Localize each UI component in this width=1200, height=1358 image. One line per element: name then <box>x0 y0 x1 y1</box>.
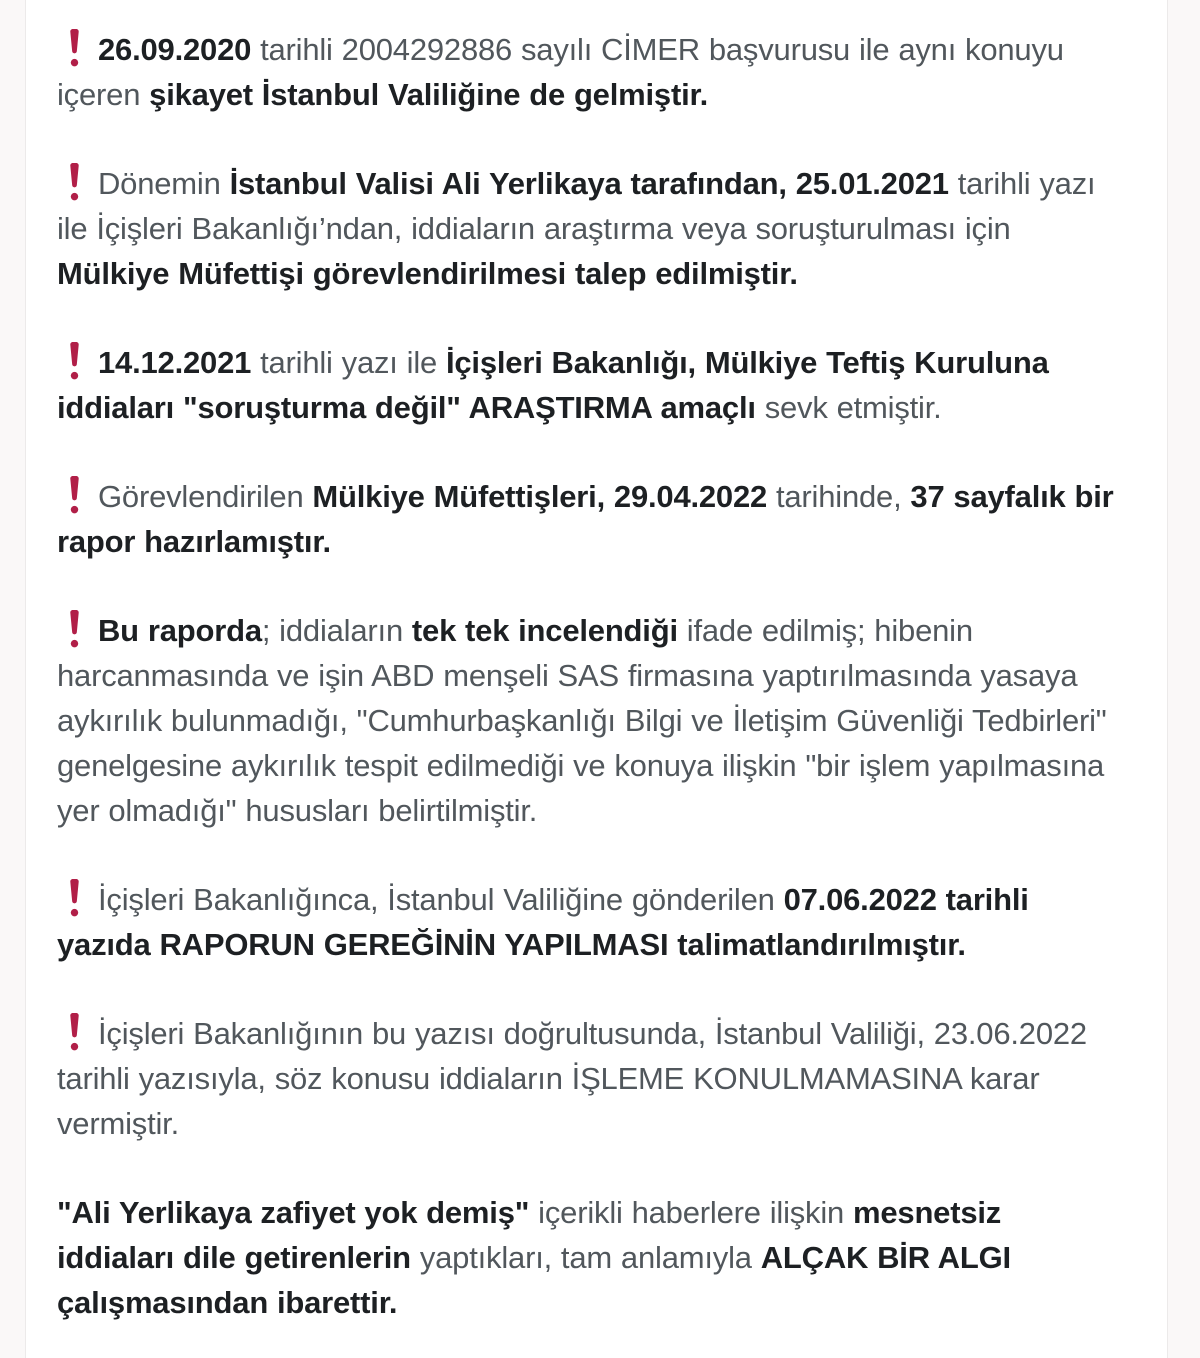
text-run: tarihli yazı ile İçişleri Bakanlığı’ndan, iddiaların araştırma veya soruşturulması için <box>57 166 1096 246</box>
text-run: Dönemin <box>98 166 230 201</box>
text-run: ; iddiaların <box>261 613 412 648</box>
post-card <box>25 0 1168 1358</box>
heavy-exclamation-mark-icon <box>65 1013 84 1051</box>
text-run: tarihinde, <box>767 479 911 514</box>
heavy-exclamation-mark-icon <box>65 29 84 67</box>
heavy-exclamation-mark-icon <box>65 163 84 201</box>
paragraph <box>57 161 1119 296</box>
heavy-exclamation-mark-icon <box>65 610 84 648</box>
paragraph <box>57 27 1119 117</box>
text-run-bold: 07.06.2022 tarihli yazıda RAPORUN GEREĞİNİN YAPILMASI talimatlandırılmıştır. <box>57 882 1029 962</box>
text-run-bold: 14.12.2021 <box>98 345 252 380</box>
paragraph <box>57 877 1119 967</box>
heavy-exclamation-mark-icon <box>65 879 84 917</box>
text-run-bold: tek tek incelendiği <box>411 613 678 648</box>
text-run: tarihli 2004292886 sayılı CİMER başvurusu ile aynı konuyu içeren <box>57 32 1064 112</box>
text-run: yaptıkları, tam anlamıyla <box>410 1240 761 1275</box>
paragraph <box>57 608 1119 833</box>
text-run-bold: ALÇAK BİR ALGI çalışmasından ibarettir. <box>57 1240 1011 1320</box>
text-run-bold: şikayet İstanbul Valiliğine de gelmiştir. <box>149 77 709 112</box>
text-run-bold: İstanbul Valisi Ali Yerlikaya tarafından, 25.01.2021 <box>229 166 949 201</box>
paragraph <box>57 474 1119 564</box>
text-run: İçişleri Bakanlığının bu yazısı doğrultusunda, İstanbul Valiliği, 23.06.2022 tarihli yazısıyla, söz konusu iddiaların İŞLEME KONULMAMASINA karar vermiştir. <box>57 1016 1087 1141</box>
text-run: İçişleri Bakanlığınca, İstanbul Valiliğine gönderilen <box>98 882 784 917</box>
text-run: içerikli haberlere ilişkin <box>529 1195 853 1230</box>
text-run-bold: 37 sayfalık bir rapor hazırlamıştır. <box>57 479 1114 559</box>
text-run: tarihli yazı ile <box>251 345 446 380</box>
paragraph <box>57 340 1119 430</box>
heavy-exclamation-mark-icon <box>65 342 84 380</box>
heavy-exclamation-mark-icon <box>65 476 84 514</box>
paragraph <box>57 1011 1119 1146</box>
text-run-bold: 26.09.2020 <box>98 32 252 67</box>
text-run-bold: "Ali Yerlikaya zafiyet yok demiş" <box>57 1195 530 1230</box>
text-run-bold: İçişleri Bakanlığı, Mülkiye Teftiş Kuruluna iddiaları "soruşturma değil" ARAŞTIRMA amaçlı <box>57 345 1049 425</box>
text-run-bold: Mülkiye Müfettişleri, 29.04.2022 <box>312 479 768 514</box>
text-run: Görevlendirilen <box>98 479 313 514</box>
post-body <box>57 27 1119 1325</box>
text-run-bold: Mülkiye Müfettişi görevlendirilmesi talep edilmiştir. <box>57 256 798 291</box>
paragraph <box>57 1190 1119 1325</box>
text-run-bold: Bu raporda <box>98 613 262 648</box>
text-run-bold: mesnetsiz iddiaları dile getirenlerin <box>57 1195 1002 1275</box>
text-run: ifade edilmiş; hibenin harcanmasında ve işin ABD menşeli SAS firmasına yaptırılmasında yasaya aykırılık bulunmadığı, "Cumhurbaşkanlığı Bilgi ve İletişim Güvenliği Tedbirleri" genelgesine aykırılık tespit edilmediği ve konuya ilişkin "bir işlem yapılmasına yer olmadığı" hususları belirtilmiştir. <box>57 613 1107 828</box>
text-run: sevk etmiştir. <box>755 390 942 425</box>
